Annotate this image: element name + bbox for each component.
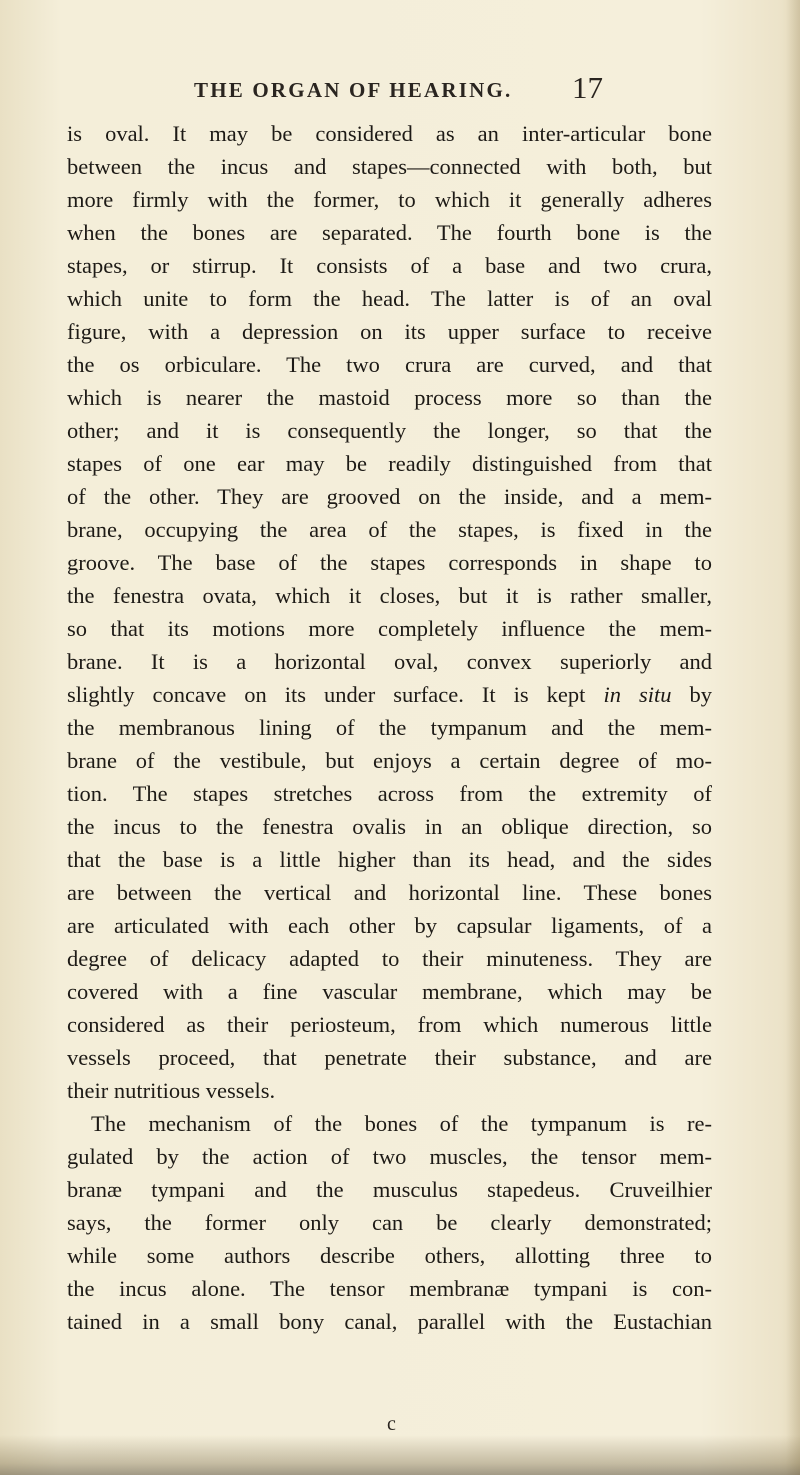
- text-line: brane. It is a horizontal oval, convex superiorly and: [67, 649, 712, 674]
- page-edge-shadow: [786, 0, 800, 1475]
- italic-phrase: in situ: [603, 682, 672, 707]
- text-line: of the other. They are grooved on the inside, and a mem-: [67, 484, 712, 509]
- text-line: covered with a fine vascular membrane, which may be: [67, 979, 712, 1004]
- text-line: considered as their periosteum, from which numerous little: [67, 1012, 712, 1037]
- text-line: the incus alone. The tensor membranæ tympani is con-: [67, 1276, 712, 1301]
- text-line: groove. The base of the stapes corresponds in shape to: [67, 550, 712, 575]
- text-line: is oval. It may be considered as an inter-articular bone: [67, 121, 712, 146]
- text-line: between the incus and stapes—connected with both, but: [67, 154, 712, 179]
- text-line: figure, with a depression on its upper surface to receive: [67, 319, 712, 344]
- text-line: are articulated with each other by capsular ligaments, of a: [67, 913, 712, 938]
- text-line-with-italic: [67, 679, 712, 711]
- text-segment: by: [689, 682, 713, 707]
- signature-mark: c: [387, 1413, 396, 1435]
- text-line: degree of delicacy adapted to their minuteness. They are: [67, 946, 712, 971]
- text-line: which unite to form the head. The latter is of an oval: [67, 286, 712, 311]
- running-head: THE ORGAN OF HEARING.: [194, 78, 513, 102]
- text-line: stapes of one ear may be readily distinguished from that: [67, 451, 712, 476]
- text-line: says, the former only can be clearly demonstrated;: [67, 1210, 712, 1235]
- text-line: branæ tympani and the musculus stapedeus. Cruveilhier: [67, 1177, 712, 1202]
- text-line-paragraph-end: their nutritious vessels.: [67, 1078, 276, 1103]
- text-line: which is nearer the mastoid process more so than the: [67, 385, 712, 410]
- text-line: the incus to the fenestra ovalis in an oblique direction, so: [67, 814, 712, 839]
- text-line: other; and it is consequently the longer, so that the: [67, 418, 712, 443]
- text-line: brane of the vestibule, but enjoys a certain degree of mo-: [67, 748, 712, 773]
- text-line: brane, occupying the area of the stapes, is fixed in the: [67, 517, 712, 542]
- text-line: while some authors describe others, allotting three to: [67, 1243, 712, 1268]
- text-line: are between the vertical and horizontal line. These bones: [67, 880, 712, 905]
- page-number: 17: [572, 70, 603, 105]
- text-segment: slightly concave on its under surface. It is kept: [67, 682, 586, 707]
- text-line-paragraph-start: The mechanism of the bones of the tympanum is re-: [91, 1111, 712, 1136]
- text-line: stapes, or stirrup. It consists of a base and two crura,: [67, 253, 712, 278]
- text-line: tion. The stapes stretches across from the extremity of: [67, 781, 712, 806]
- text-line: so that its motions more completely influence the mem-: [67, 616, 712, 641]
- page-bottom-shadow: [0, 1435, 800, 1475]
- text-line: when the bones are separated. The fourth bone is the: [67, 220, 712, 245]
- text-line: the membranous lining of the tympanum and the mem-: [67, 715, 712, 740]
- text-line: the os orbiculare. The two crura are curved, and that: [67, 352, 712, 377]
- text-line: more firmly with the former, to which it generally adheres: [67, 187, 712, 212]
- text-line: gulated by the action of two muscles, the tensor mem-: [67, 1144, 712, 1169]
- text-line: vessels proceed, that penetrate their substance, and are: [67, 1045, 712, 1070]
- text-line: that the base is a little higher than its head, and the sides: [67, 847, 712, 872]
- text-line: the fenestra ovata, which it closes, but it is rather smaller,: [67, 583, 712, 608]
- text-line: tained in a small bony canal, parallel with the Eustachian: [67, 1309, 712, 1334]
